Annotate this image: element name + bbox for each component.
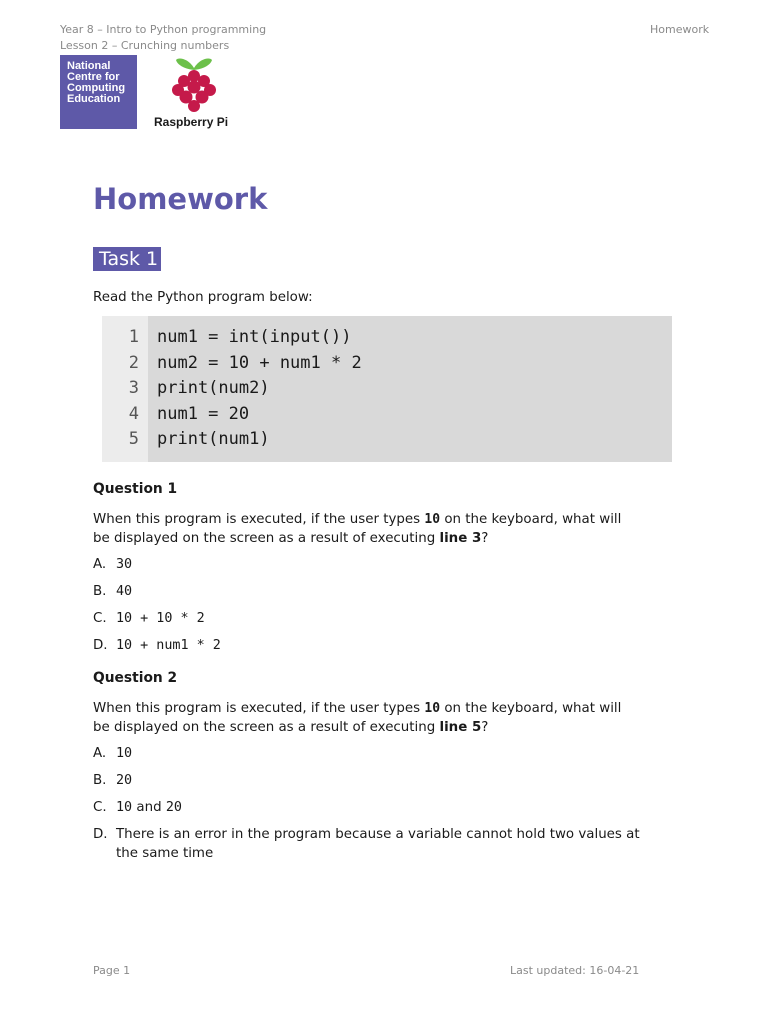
option-value: 10 — [116, 746, 133, 761]
question-2-heading: Question 2 — [93, 670, 178, 686]
answer-option — [93, 771, 132, 790]
ncce-logo-line: Education — [67, 93, 121, 105]
option-value: There is an error in the program because a variable cannot hold two values at the same time — [116, 827, 640, 861]
question-1-heading: Question 1 — [93, 481, 178, 497]
ncce-logo — [60, 55, 137, 129]
intro-text: Read the Python program below: — [93, 290, 313, 305]
line-number: 4 — [128, 403, 139, 424]
line-reference: line 3 — [439, 531, 482, 546]
answer-option — [93, 609, 205, 628]
ncce-logo-line: Centre for — [67, 71, 120, 83]
question-text-part: on the keyboard, what will be displayed on the screen as a result of executing — [93, 701, 622, 735]
question-text-part: ? — [481, 531, 489, 546]
answer-option — [93, 555, 132, 574]
option-letter: D. — [93, 827, 108, 842]
line-number: 3 — [128, 378, 139, 398]
question-text-part: When this program is executed, if the user types — [93, 701, 425, 716]
option-letter: A. — [93, 746, 107, 761]
raspberry-pi-icon — [168, 54, 220, 114]
option-value: 40 — [116, 584, 133, 599]
footer-page-number: Page 1 — [93, 964, 131, 977]
input-value: 10 — [424, 701, 441, 716]
option-letter: C. — [93, 800, 107, 815]
option-value: 20 — [116, 773, 133, 788]
question-text-part: ? — [481, 720, 489, 735]
question-1-text — [93, 510, 638, 548]
line-number: 1 — [128, 327, 139, 347]
option-value: 30 — [116, 557, 133, 572]
code-line: num1 = 20 — [157, 403, 250, 424]
answer-option — [93, 744, 132, 763]
option-letter: B. — [93, 584, 107, 599]
question-text-part: on the keyboard, what will be displayed on the screen as a result of executing — [93, 512, 622, 546]
header-doc-type: Homework — [650, 23, 710, 36]
line-number: 2 — [128, 352, 139, 373]
header-lesson: Lesson 2 – Crunching numbers — [60, 39, 230, 52]
raspberry-pi-label: Raspberry Pi — [154, 115, 229, 129]
option-letter: D. — [93, 638, 108, 653]
code-line: num1 = int(input()) — [157, 327, 352, 347]
question-2-text — [93, 699, 638, 737]
answer-option — [93, 825, 661, 863]
option-value: 10 + 10 * 2 — [116, 611, 205, 626]
line-number-gutter — [102, 316, 148, 462]
task-badge: Task 1 — [93, 247, 161, 271]
option-joiner: and — [132, 800, 166, 815]
answer-option — [93, 582, 132, 601]
code-line: num2 = 10 + num1 * 2 — [157, 352, 362, 373]
answer-option — [93, 636, 221, 655]
option-value-part: 20 — [165, 800, 182, 815]
header-course: Year 8 – Intro to Python programming — [60, 23, 267, 36]
ncce-logo-line: National — [67, 60, 111, 72]
footer-last-updated: Last updated: 16-04-21 — [510, 964, 640, 977]
option-letter: A. — [93, 557, 107, 572]
option-value — [116, 798, 182, 817]
option-value-part: 10 — [116, 800, 133, 815]
option-letter: B. — [93, 773, 107, 788]
ncce-logo-line: Computing — [67, 82, 126, 94]
answer-option — [93, 798, 182, 817]
option-value: 10 + num1 * 2 — [116, 638, 221, 653]
page-title: Homework — [93, 182, 268, 216]
option-letter: C. — [93, 611, 107, 626]
line-number: 5 — [128, 429, 139, 449]
code-block — [102, 316, 672, 462]
input-value: 10 — [424, 512, 441, 527]
question-text-part: When this program is executed, if the user types — [93, 512, 425, 527]
code-line: print(num1) — [157, 429, 270, 449]
code-lines — [148, 316, 672, 462]
code-line: print(num2) — [157, 378, 270, 398]
line-reference: line 5 — [439, 720, 482, 735]
